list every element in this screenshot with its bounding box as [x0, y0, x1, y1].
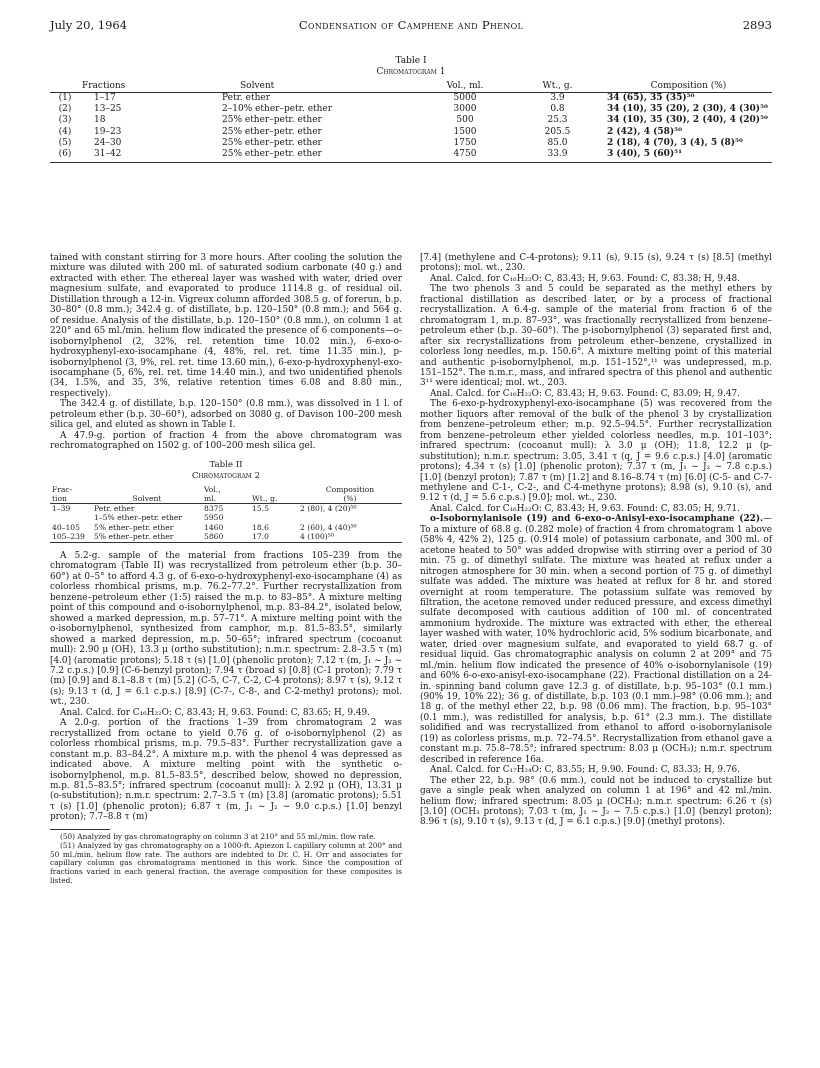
- table-1-cell-num: (1): [58, 93, 72, 103]
- table-2-cell-fraction: 105–239: [50, 532, 92, 542]
- paragraph-text: —To a mixture of 68.8 g. (0.282 mole) of fraction 4 from chromatogram 1 above (58% 4, 42% 2), 125 g. (0.914 mole) of potassium carbonate, and 300 ml. of acetone heated to 50° was added dropwise with stirring over a period of 30 min. 75 g. of dimethyl sulfate. The mixture was heated at reflux under a nitrogen atmosphere for 30 min. when a second portion of 75 g. of dimethyl sulfate was added. The mixture was heated at reflux for 8 hr. and stored overnight at room temperature. The potassium sulfate was removed by filtration, the acetone removed under reduced pressure, and excess dimethyl sulfate decomposed with cautious addition of 100 ml. of concentrated ammonium hydroxide. The mixture was extracted with ether, the ethereal layer washed with water, 10% hydrochloric acid, 5% sodium bicarbonate, and water, dried over magnesium sulfate, and evaporated to yield 68.7 g. of residual liquid. Gas chromatographic analysis on column 2 at 209° and 75 ml./min. helium flow indicated the presence of 40% o-isobornylanisole (19) and 60% 6-o-exo-anisyl-exo-isocamphane (22). Fractional distillation on a 24-in. spinning band column gave 12.3 g. of distillate, b.p. 95–103° (0.1 mm.) (90% 19, 10% 22); 36 g. of distillate, b.p. 103 (0.1 mm.)–98° (0.06 mm.); and 18 g. of the methyl ether 22, b.p. 98 (0.06 mm). The fraction, b.p. 95–103° (0.1 mm.), was redistilled for analysis, b.p. 61° (2.3 mm.). The distillate solidified and was recrystallized from ethanol to afford o-isobornylanisole (19) as colorless prisms, m.p. 72–74.5°. Recrystallization from ethanol gave a constant m.p. 75.8–78.5°; infrared spectrum: 8.03 μ (OCH₃); n.m.r. spectrum described in reference 16a.: [420, 514, 772, 765]
- paragraph: The 342.4 g. of distillate, b.p. 120–150° (0.8 mm.), was dissolved in 1 l. of petroleum ether (b.p. 30–60°), adsorbed on 3080 g. of Davison 100–200 mesh silica gel, and eluted as shown in Table I.: [50, 399, 402, 431]
- table-1-cell-solvent: 25% ether–petr. ether: [222, 137, 322, 148]
- table-1-cell-solvent: 25% ether–petr. ether: [222, 126, 322, 137]
- table-2-grid: [50, 485, 402, 543]
- table-1-row: [50, 138, 772, 149]
- table-1-cell-fractions: 18: [94, 115, 106, 126]
- table-1-cell-solvent: 2–10% ether–petr. ether: [222, 104, 333, 115]
- table-2-cell-vol: 8375: [204, 503, 224, 513]
- footnote-50: (50) Analyzed by gas chromatography on column 3 at 210° and 55 ml./min. flow rate.: [60, 831, 376, 841]
- analysis-line: Anal. Calcd. for C₁₇H₂₄O: C, 83.55; H, 9.90. Found: C, 83.33; H, 9.76.: [430, 765, 741, 776]
- table-1-cell-fractions: 19–23: [94, 126, 122, 137]
- analysis-line: Anal. Calcd. for C₁₆H₂₂O: C, 83.43; H, 9.63. Found: C, 83.65; H, 9.49.: [60, 707, 371, 718]
- paragraph: The two phenols 3 and 5 could be separated as the methyl ethers by fractional distillation as described later, or by a process of fractional recrystallization. A 6.4-g. sample of the material from fraction 6 of the chromatogram 1, m.p. 87–93°, was fractionally recrystallized from benzene–petroleum ether (b.p. 30–60°). The p-isobornylphenol (3) separated first and, after six recrystallizations from petroleum ether–benzene, crystallized in colorless long needles, m.p. 150.6°. A mixture melting point of this material and authentic p-isobornylphenol, m.p. 151–152°,¹¹ was undepressed, m.p. 151–152°. The n.m.r., mass, and infrared spectra of this phenol and authentic 3¹¹ were identical; mol. wt., 203.: [420, 284, 772, 389]
- table-2: [50, 460, 402, 543]
- table-2-cell-vol: 5860: [202, 532, 250, 542]
- table-2-title: Chromatogram 2: [191, 470, 261, 481]
- right-column: [420, 253, 772, 828]
- table-2-label: Table II: [209, 459, 243, 470]
- table-1-cell-wt: 85.0: [547, 137, 568, 148]
- analysis-line: Anal. Calcd. for C₁₆H₂₂O: C, 83.43; H, 9.63. Found: C, 83.05; H, 9.71.: [430, 503, 741, 514]
- paragraph: A 5.2-g. sample of the material from fractions 105–239 from the chromatogram (Table II) was recrystallized from petroleum ether (b.p. 30–60°) at 0–5° to afford 4.3 g. of 6-exo-o-hydroxyphenyl-exo-isocamphane (4) as colorless rhombical prisms, m.p. 76.2–77.2°. Further recrystallization from benzene–petroleum ether (1:5) raised the m.p. to 83–85°. A mixture melting point of this compound and o-isobornylphenol, m.p. 83–84.2°, isolated below, showed a marked depression, m.p. 57–71°. A mixture melting point with the o-isobornylphenol, synthesized from camphor, m.p. 81.5–83.5°, similarly showed a marked depression, m.p. 50–65°; infrared spectrum (cocoanut mull): 2.90 μ (OH), 13.3 μ (ortho substitution); n.m.r. spectrum: 2.8–3.5 τ (m) [4.0] (aromatic protons); 5.18 τ (s) [1.0] (phenolic proton); 7.12 τ (m, J₁ ~ J₂ ~ 7.2 c.p.s.) [0.9] (C-6-benzyl proton); 7.94 τ (broad s) [0.8] (C-1 proton); 7.79 τ (m) [0.9] and 8.1–8.8 τ (m) [5.2] (C-5, C-7, C-2, C-4 protons); 8.97 τ (s), 9.12 τ (s); 9.13 τ (d, J = 6.1 c.p.s.) [8.9] (C-7-, C-8-, and C-2-methyl protons); mol. wt., 230.: [50, 550, 402, 708]
- table-1-label: Table I: [395, 56, 427, 66]
- table-1-cell-solvent: 25% ether–petr. ether: [222, 115, 322, 126]
- table-1-cell-comp: 3 (40), 5 (60)⁵¹: [605, 149, 772, 163]
- paragraph: [420, 514, 772, 765]
- table-1-cell-fractions: 31–42: [80, 149, 220, 163]
- table-1-cell-wt: 25.3: [547, 115, 568, 126]
- table-1-cell-vol: 1750: [453, 137, 477, 148]
- table-2-cell-wt: 18.6: [252, 522, 269, 532]
- table-1-cell-vol: 500: [456, 115, 474, 126]
- table-1-header: Vol., ml.: [420, 80, 510, 93]
- table-1-cell-vol: 1500: [453, 126, 477, 137]
- table-2-cell-comp: 2 (60), 4 (40)⁵⁰: [300, 522, 357, 532]
- table-1: [50, 56, 772, 163]
- table-2-caption: [50, 460, 402, 482]
- journal-page: [50, 18, 772, 1058]
- table-2-cell-solvent: Petr. ether: [94, 503, 135, 513]
- issue-date: July 20, 1964: [50, 18, 128, 32]
- table-2-header: Vol., ml.: [202, 485, 250, 504]
- table-2-cell-comp: 4 (100)⁵⁰: [298, 532, 402, 542]
- running-title: Condensation of Camphene and Phenol: [298, 18, 524, 32]
- table-1-header: Composition (%): [605, 80, 772, 93]
- table-1-cell-comp: 2 (42), 4 (58)⁵⁰: [607, 126, 683, 137]
- table-2-header: Wt., g.: [250, 485, 298, 504]
- table-2-cell-fraction: 40–105: [52, 522, 80, 532]
- table-2-header: Composition (%): [298, 485, 402, 504]
- table-1-cell-wt: 33.9: [510, 149, 605, 163]
- table-1-cell-wt: 205.5: [544, 126, 571, 137]
- table-1-grid: [50, 80, 772, 163]
- table-1-row: [50, 104, 772, 115]
- footnote-51: (51) Analyzed by gas chromatography on a 1000-ft. Apiezon L capillary column at 200° and 50 ml./min. helium flow rate. The authors are indebted to Dr. C. H. Orr and associates for capillary column gas chromatograms mentioned in this work. Since the composition of fractions varied in each general fraction, the average composition for these composites is listed.: [50, 840, 402, 886]
- table-1-cell-num: (5): [58, 137, 72, 148]
- table-2-header-row: [50, 485, 402, 504]
- analysis-line: Anal. Calcd. for C₁₆H₂₂O: C, 83.43; H, 9.63. Found: C, 83.09; H, 9.47.: [430, 388, 741, 399]
- table-1-row: [50, 115, 772, 126]
- table-2-cell-solvent: 5% ether–petr. ether: [92, 532, 202, 542]
- paragraph: The 6-exo-p-hydroxyphenyl-exo-isocamphane (5) was recovered from the mother liquors after removal of the bulk of the phenol 3 by crystallization from benzene–petroleum ether; m.p. 92.5–94.5°. Further recrystallization from benzene–petroleum ether yielded colorless needles, m.p. 101–103°; infrared spectrum: (cocoanut mull): λ 3.0 μ (OH); 11.8, 12.2 μ (p-substitution); n.m.r. spectrum: 3.05, 3.41 τ (q, J = 9.6 c.p.s.) [4.0] (aromatic protons); 4.34 τ (s) [1.0] (phenolic proton); 7.37 τ (m, J₁ ~ J₂ ~ 7.8 c.p.s.) [1.0] (benzyl proton); 7.87 τ (m) [1.2] and 8.16–8.74 τ (m) [6.0] (C-5- and C-7-methylene and C-1-, C-2-, and C-4-methyne protons); 8.98 (s), 9.10 (s), and 9.12 τ (d, J = 5.6 c.p.s.) [9.0]; mol. wt., 230.: [420, 399, 772, 504]
- table-1-cell-comp: 34 (10), 35 (20), 2 (30), 4 (30)⁵⁰: [607, 104, 768, 115]
- left-column: [50, 253, 402, 886]
- table-1-caption: [50, 56, 772, 78]
- table-2-cell-comp: [298, 513, 402, 523]
- table-1-cell-fractions: 24–30: [94, 137, 122, 148]
- table-1-header: Wt., g.: [510, 80, 605, 93]
- table-2-row: [50, 523, 402, 533]
- table-1-cell-vol: 4750: [420, 149, 510, 163]
- table-1-cell-comp: 34 (10), 35 (30), 2 (40), 4 (20)⁵⁰: [607, 115, 768, 126]
- table-2-header: Solvent: [92, 485, 202, 504]
- footnote-divider: [50, 829, 110, 830]
- paragraph: tained with constant stirring for 3 more hours. After cooling the solution the mixture was diluted with 200 ml. of saturated sodium carbonate (40 g.) and extracted with ether. The ethereal layer was washed with water, dried over magnesium sulfate, and evaporated to produce 1114.8 g. of residual oil. Distillation through a 12-in. Vigreux column afforded 308.5 g. of forerun, b.p. 30–80° (0.8 mm.); 342.4 g. of distillate, b.p. 120–150° (0.8 mm.); and 564 g. of residue. Analysis of the distillate, b.p. 120–150° (0.8 mm.), on column 1 at 220° and 65 ml./min. helium flow indicated the presence of 6 components—o-isobornylphenol (2, 32%, rel. retention time 10.02 min.), 6-exo-o-hydroxyphenyl-exo-isocamphane (4, 48%, rel. ret. time 11.35 min.), p-isobornylphenol (3, 9%, rel. ret. time 13.60 min.), 6-exo-p-hydroxyphenyl-exo-isocamphane (5, 6%, rel. ret. time 14.40 min.), and two unidentified phenols (34, 1.5%, and 35, 3%, relative retention times 6.08 and 8.80 min., respectively).: [50, 253, 402, 399]
- table-1-cell-num: (4): [58, 126, 72, 137]
- table-1-cell-solvent: 25% ether–petr. ether: [220, 149, 420, 163]
- table-1-cell-vol: 5000: [453, 93, 477, 103]
- table-1-header: Solvent: [220, 80, 420, 93]
- paragraph: A 2.0-g. portion of the fractions 1–39 from chromatogram 2 was recrystallized from octane to yield 0.76 g. of o-isobornylphenol (2) as colorless rhombical prisms, m.p. 79.5–83°. Further recrystallization gave a constant m.p. 83–84.2°. A mixture m.p. with the phenol 4 was depressed as indicated above. A mixture melting point with the synthetic o-isobornylphenol, m.p. 81.5–83.5°, described below, showed no depression, m.p. 81.5–83.5°; infrared spectrum (cocoanut mull): λ 2.92 μ (OH), 13.31 μ (o-substitution); n.m.r. spectrum: 2.7–3.5 τ (m) [3.8] (aromatic protons); 5.51 τ (s) [1.0] (phenolic proton); 6.87 τ (m, J₁ ~ J₂ ~ 9.0 c.p.s.) [1.0] benzyl proton); 7.7–8.8 τ (m): [50, 718, 402, 823]
- table-2-cell-fraction: [50, 513, 92, 523]
- table-2-cell-fraction: 1–39: [52, 503, 71, 513]
- table-1-cell-wt: 0.8: [550, 104, 565, 115]
- table-1-cell-fractions: 13–25: [94, 104, 122, 115]
- table-1-cell-wt: 3.9: [550, 93, 565, 103]
- table-1-header: Fractions: [80, 80, 220, 93]
- page-number: 2893: [742, 18, 772, 32]
- table-1-cell-fractions: 1–17: [94, 93, 116, 103]
- table-1-cell-num: (2): [58, 104, 72, 115]
- table-2-header: Frac- tion: [50, 485, 92, 504]
- table-2-row: [50, 532, 402, 542]
- table-1-header-row: [50, 80, 772, 93]
- table-2-row: [50, 503, 402, 513]
- table-1-cell-solvent: Petr. ether: [222, 93, 270, 103]
- section-heading: o-Isobornylanisole (19) and 6-exo-o-Anisyl-exo-isocamphane (22).: [430, 514, 764, 525]
- table-2-cell-vol: 1460: [204, 522, 224, 532]
- table-2-cell-wt: 15.5: [252, 503, 269, 513]
- table-1-cell-vol: 3000: [453, 104, 477, 115]
- paragraph: A 47.9-g. portion of fraction 4 from the above chromatogram was rechromatographed on 1502 g. of 100–200 mesh silica gel.: [50, 430, 402, 452]
- running-head: [50, 18, 772, 40]
- table-1-cell-num: (3): [58, 115, 72, 126]
- table-2-cell-wt: 17.0: [250, 532, 298, 542]
- table-2-cell-solvent: 5% ether–petr. ether: [94, 522, 174, 532]
- table-1-cell-comp: 2 (18), 4 (70), 3 (4), 5 (8)⁵⁰: [607, 137, 743, 148]
- paragraph: The ether 22, b.p. 98° (0.6 mm.), could not be induced to crystallize but gave a single peak when analyzed on column 1 at 196° and 42 ml./min. helium flow; infrared spectrum: 8.05 μ (OCH₃); n.m.r. spectrum: 6.26 τ (s) [3.10] (OCH₃ protons); 7.03 τ (m, J₁ ~ J₂ ~ 7.5 c.p.s.) [1.0] (benzyl proton); 8.96 τ (s), 9.10 τ (s), 9.13 τ (d, J = 6.1 c.p.s.) [9.0] (methyl protons).: [420, 775, 772, 828]
- table-2-row: [50, 513, 402, 523]
- table-2-cell-solvent: 1–5% ether–petr. ether: [94, 513, 183, 523]
- table-1-cell-num: (6): [50, 149, 80, 163]
- table-1-row: [50, 93, 772, 105]
- analysis-line: Anal. Calcd. for C₁₆H₂₂O: C, 83.43; H, 9.63. Found: C, 83.38; H, 9.48.: [430, 273, 741, 284]
- table-2-cell-wt: [250, 513, 298, 523]
- table-1-row: [50, 127, 772, 138]
- table-2-cell-vol: 5950: [204, 513, 224, 523]
- paragraph: [7.4] (methylene and C-4-protons); 9.11 (s), 9.15 (s), 9.24 τ (s) [8.5] (methyl protons); mol. wt., 230.: [420, 253, 772, 274]
- table-2-cell-comp: 2 (80), 4 (20)⁵⁰: [300, 503, 357, 513]
- table-1-row: [50, 149, 772, 163]
- table-1-cell-comp: 34 (65), 35 (35)⁵⁰: [607, 93, 695, 103]
- table-1-title: Chromatogram 1: [376, 67, 446, 77]
